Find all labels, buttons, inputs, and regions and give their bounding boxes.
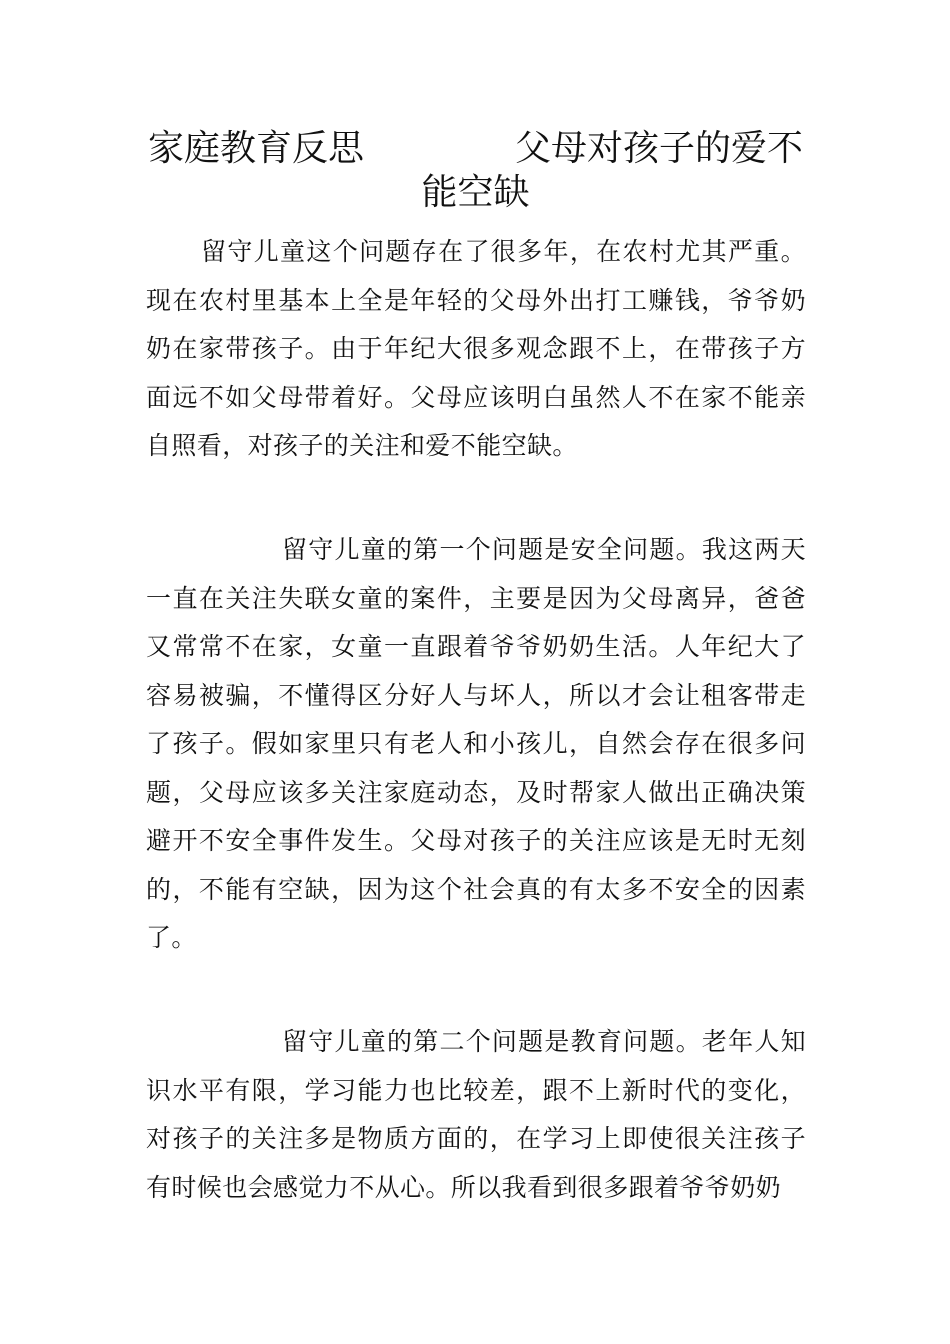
title-part-2: 父母对孩子的爱不 (514, 128, 803, 169)
title-line-1 (148, 127, 803, 171)
title-part-1: 家庭教育反思 (148, 128, 365, 169)
paragraph-2: 留守儿童的第一个问题是安全问题。我这两天一直在关注失联女童的案件，主要是因为父母离异，爸爸又常常不在家，女童一直跟着爷爷奶奶生活。人年纪大了容易被骗，不懂得区分好人与坏人，所以才会让租客带走了孩子。假如家里只有老人和小孩儿，自然会存在很多问题，父母应该多关注家庭动态，及时帮家人做出正确决策避开不安全事件发生。父母对孩子的关注应该是无时无刻的，不能有空缺，因为这个社会真的有太多不安全的因素了。 (146, 535, 806, 952)
paragraph-1: 留守儿童这个问题存在了很多年，在农村尤其严重。现在农村里基本上全是年轻的父母外出打工赚钱，爷爷奶奶在家带孩子。由于年纪大很多观念跟不上，在带孩子方面远不如父母带着好。父母应该明白虽然人不在家不能亲自照看，对孩子的关注和爱不能空缺。 (146, 237, 806, 460)
title-part-3: 能空缺 (421, 172, 530, 213)
title-line-2 (148, 171, 803, 215)
document-title (148, 127, 808, 215)
paragraph-3: 留守儿童的第二个问题是教育问题。老年人知识水平有限，学习能力也比较差，跟不上新时代的变化，对孩子的关注多是物质方面的，在学习上即使很关注孩子有时候也会感觉力不从心。所以我看到很多跟着爷爷奶奶 (146, 1027, 806, 1202)
